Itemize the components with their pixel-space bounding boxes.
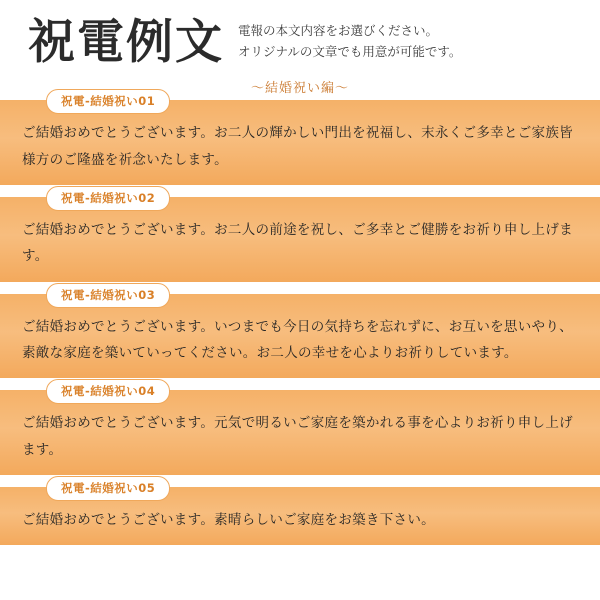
- list-item[interactable]: [0, 287, 600, 379]
- subtitle-line-1: 電報の本文内容をお選びください。: [238, 23, 439, 39]
- entry-tag: 祝電-結婚祝い05: [46, 476, 170, 501]
- page-title: 祝電例文: [28, 15, 224, 70]
- header-subtitle: [238, 21, 461, 67]
- subtitle-line-2: オリジナルの文章でも用意が可能です。: [238, 43, 462, 59]
- entry-text: ご結婚おめでとうございます。素晴らしいご家庭をお築き下さい。: [22, 511, 435, 528]
- entry-list: [0, 94, 600, 545]
- section-heading: 〜結婚祝い編〜: [250, 81, 349, 97]
- page-header: [0, 0, 600, 70]
- entry-tag: 祝電-結婚祝い02: [46, 186, 170, 211]
- list-item[interactable]: [0, 384, 600, 475]
- list-item[interactable]: [0, 94, 600, 185]
- entry-tag: 祝電-結婚祝い04: [46, 379, 170, 404]
- list-item[interactable]: [0, 480, 600, 545]
- entry-tag: 祝電-結婚祝い01: [46, 89, 170, 114]
- entry-text: ご結婚おめでとうございます。お二人の前途を祝し、ご多幸とご健勝をお祈り申し上げます。: [22, 221, 573, 265]
- list-item[interactable]: [0, 190, 600, 282]
- entry-text: ご結婚おめでとうございます。お二人の輝かしい門出を祝福し、末永くご多幸とご家族皆様方のご隆盛を祈念いたします。: [22, 125, 573, 168]
- entry-text: ご結婚おめでとうございます。いつまでも今日の気持ちを忘れずに、お互いを思いやり、素敵な家庭を築いていってください。お二人の幸せを心よりお祈りしています。: [22, 318, 573, 361]
- entry-tag: 祝電-結婚祝い03: [46, 283, 170, 308]
- entry-text: ご結婚おめでとうございます。元気で明るいご家庭を築かれる事を心よりお祈り申し上げます。: [22, 415, 573, 458]
